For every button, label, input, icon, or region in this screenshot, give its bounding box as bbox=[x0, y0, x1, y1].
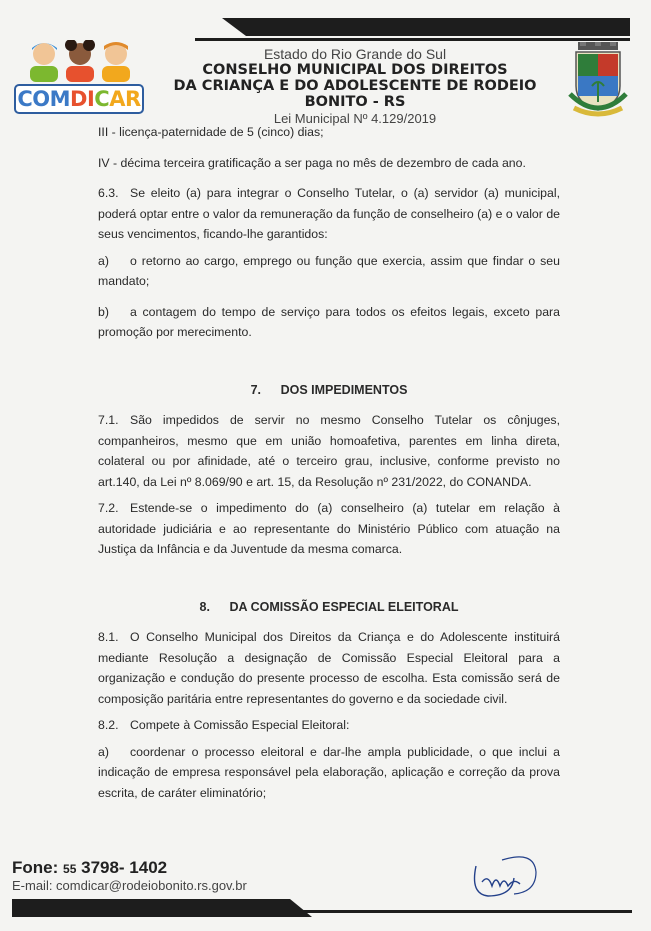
signature-icon bbox=[462, 848, 542, 904]
paragraph-8-1 bbox=[98, 627, 560, 709]
comdicar-wordmark: COMDICAR bbox=[14, 84, 144, 114]
section-heading-8 bbox=[98, 597, 560, 618]
item-text: o retorno ao cargo, emprego ou função que exercia, assim que findar o seu mandato; bbox=[98, 253, 560, 288]
paragraph-6-3-a bbox=[98, 251, 560, 292]
footer-decor-line bbox=[300, 910, 632, 913]
paragraph-number: 6.3. bbox=[98, 186, 119, 200]
council-name-line1: CONSELHO MUNICIPAL DOS DIREITOS bbox=[202, 62, 508, 78]
children-logo-icon bbox=[24, 40, 136, 82]
paragraph-8-2 bbox=[98, 715, 560, 736]
section-number: 8. bbox=[199, 599, 210, 614]
paragraph-8-2-a bbox=[98, 742, 560, 804]
municipal-law: Lei Municipal Nº 4.129/2019 bbox=[273, 111, 437, 126]
section-number: 7. bbox=[250, 382, 261, 397]
municipal-crest-icon bbox=[566, 42, 630, 122]
letterhead bbox=[150, 46, 560, 127]
comdicar-logo bbox=[14, 40, 142, 114]
paragraph-number: 7.2. bbox=[98, 501, 119, 515]
paragraph-6-3-b bbox=[98, 302, 560, 343]
paragraph-7-2 bbox=[98, 498, 560, 560]
paragraph-6-3 bbox=[98, 183, 560, 245]
footer-phone bbox=[12, 858, 167, 878]
paragraph-text: Estende-se o impedimento do (a) conselheiro (a) tutelar em relação à autoridade judiciária e ao representante do Ministério Público com atuação na Justiça da Infância e da Juventude da mesma comarca. bbox=[98, 501, 560, 556]
paragraph-text: Se eleito (a) para integrar o Conselho Tutelar, o (a) servidor (a) municipal, poderá optar entre o valor da remuneração da função de conselheiro (a) e o valor de seus vencimentos, ficando-lhe garantidos: bbox=[98, 186, 560, 241]
footer-email: E-mail: comdicar@rodeiobonito.rs.gov.br bbox=[12, 878, 247, 893]
item-text: a contagem do tempo de serviço para todos os efeitos legais, exceto para promoção por merecimento. bbox=[98, 304, 560, 339]
council-name-line2: DA CRIANÇA E DO ADOLESCENTE DE RODEIO BONITO - RS bbox=[173, 78, 537, 110]
phone-number: 3798- 1402 bbox=[81, 858, 168, 877]
phone-area-code: 55 bbox=[63, 862, 77, 876]
item-letter: a) bbox=[98, 744, 109, 759]
paragraph-text: O Conselho Municipal dos Direitos da Criança e do Adolescente instituirá mediante Resolução a designação de Comissão Especial Eleitoral para a organização e condução do presente processo de escolha. Esta comissão será de composição paritária entre representantes do governo e da sociedade civil. bbox=[98, 630, 560, 706]
paragraph-number: 7.1. bbox=[98, 413, 119, 427]
document-body bbox=[98, 122, 560, 803]
state-name: Estado do Rio Grande do Sul bbox=[263, 46, 447, 62]
header-decor-bar bbox=[222, 18, 630, 36]
item-letter: a) bbox=[98, 253, 109, 268]
paragraph-number: 8.2. bbox=[98, 718, 119, 732]
phone-label: Fone: bbox=[12, 858, 59, 877]
paragraph-text: Compete à Comissão Especial Eleitoral: bbox=[130, 718, 350, 732]
item-iii: III - licença-paternidade de 5 (cinco) dias; bbox=[98, 125, 324, 139]
section-title: DOS IMPEDIMENTOS bbox=[280, 382, 408, 397]
item-text: coordenar o processo eleitoral e dar-lhe ampla publicidade, o que inclui a indicação de empresa responsável pela elaboração, aplicação e correção da prova escrita, de caráter eliminatório; bbox=[98, 744, 560, 800]
paragraph-number: 8.1. bbox=[98, 630, 119, 644]
footer-decor-bar bbox=[12, 899, 312, 917]
item-iv: IV - décima terceira gratificação a ser paga no mês de dezembro de cada ano. bbox=[98, 155, 526, 170]
section-heading-7 bbox=[98, 380, 560, 401]
paragraph-7-1 bbox=[98, 410, 560, 492]
section-title: DA COMISSÃO ESPECIAL ELEITORAL bbox=[229, 599, 459, 614]
header-decor-line bbox=[195, 38, 630, 41]
paragraph-text: São impedidos de servir no mesmo Conselho Tutelar os cônjuges, companheiros, mesmo que em união homoafetiva, parentes em linha direta, colateral ou por afinidade, até o terceiro grau, inclusive, conforme previsto no art.140, da Lei nº 8.069/90 e art. 15, da Resolução nº 231/2022, do CONANDA. bbox=[98, 413, 560, 489]
item-letter: b) bbox=[98, 304, 109, 319]
